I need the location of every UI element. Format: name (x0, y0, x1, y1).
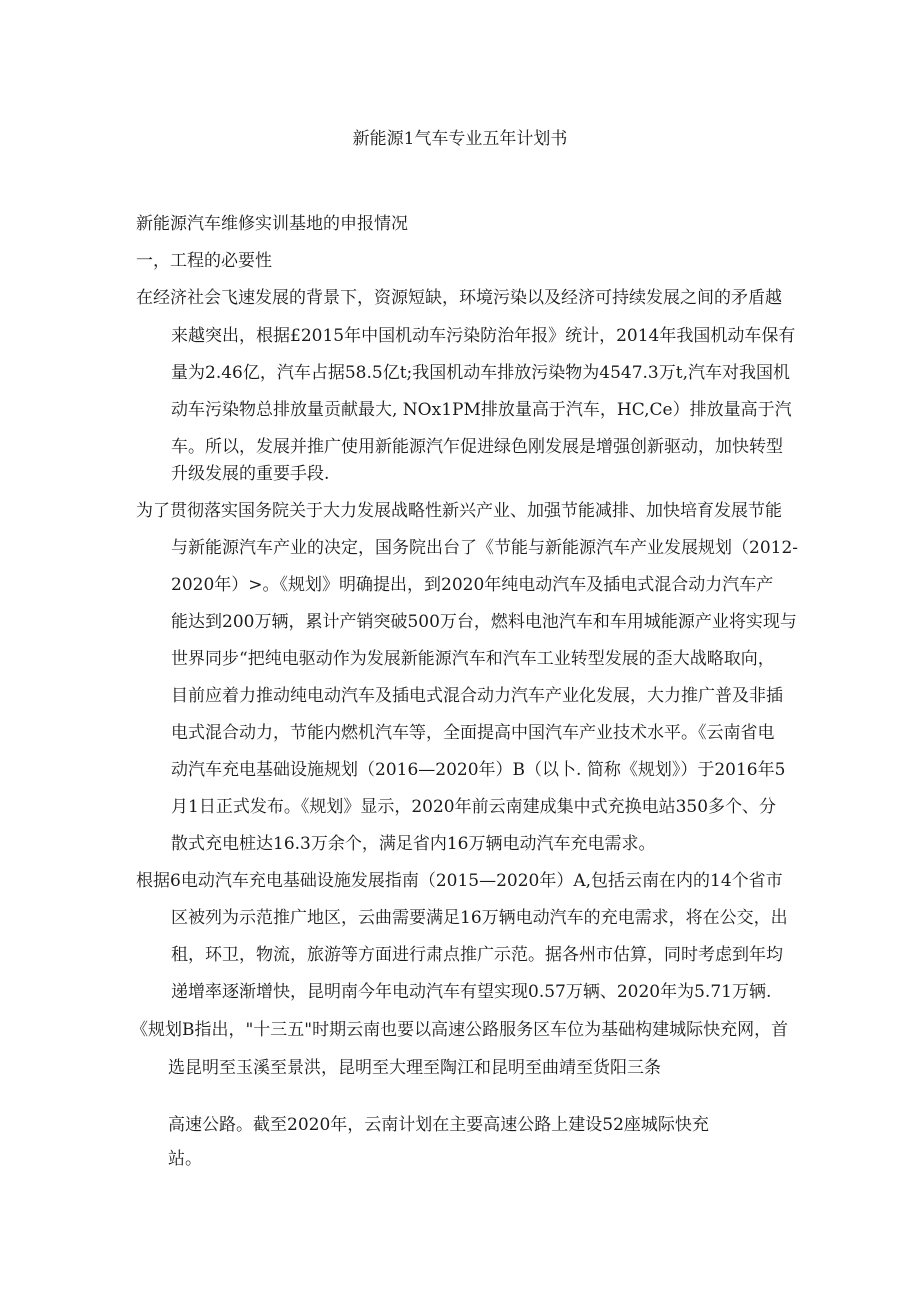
paragraph-line: 《规划B指出，"十三五"时期云南也要以高速公路服务区车位为基础构建城际快充网，首 (131, 1020, 789, 1040)
paragraph-line: 根据6电动汽车充电基础设施发展指南（2015—2020年）A,包括云南在内的14个省市 (136, 871, 783, 891)
document-title: 新能源1气车专业五年计划书 (352, 129, 568, 149)
paragraph-line: 站。 (168, 1149, 202, 1169)
paragraph-line: 与新能源汽车产业的决定，国务院出台了《节能与新能源汽车产业发展规划（2012- (171, 538, 799, 558)
paragraph-line: 世界同步“把纯电驱动作为发展新能源汽车和汽车工业转型发展的歪大战略取向， (171, 649, 775, 669)
paragraph-line: 为了贯彻落实国务院关于大力发展战略性新兴产业、加强节能减排、加快培育发展节能 (136, 501, 782, 521)
paragraph-line: 车。所以，发展并推广使用新能源汽乍促进绿色刚发展是增强创新驱动，加快转型 (171, 437, 783, 457)
paragraph-line: 动汽车充电基础设施规划（2016—2020年）B（以卜. 简称《规划》）于2016年5 (171, 760, 786, 780)
paragraph-line: 在经济社会飞速发展的背景下，资源短缺，环境污染以及经济可持续发展之间的矛盾越 (136, 288, 782, 308)
paragraph-line: 动车污染物总排放量贡献最大, NOx1PM排放量高于汽车，HC,Ce）排放量高于汽 (171, 400, 792, 420)
paragraph-line: 递增率逐渐增快，昆明南今年电动汽车有望实现0.57万辆、2020年为5.71万辆. (171, 982, 772, 1002)
subheading: 一，工程的必要性 (136, 251, 272, 271)
paragraph-line: 电式混合动力，节能内燃机汽车等，全面提高中国汽车产业技术水平。《云南省电 (171, 723, 775, 743)
paragraph-line: 来越突出，根据£2015年中国机动车污染防治年报》统计，2014年我国机动车保有 (171, 326, 796, 346)
paragraph-line: 目前应着力推动纯电动汽车及插电式混合动力汽车产业化发展，大力推广普及非插 (171, 686, 783, 706)
paragraph-line: 租，环卫，物流，旅游等方面进行肃点推广示范。据各州市估算，同时考虑到年均 (171, 945, 783, 965)
paragraph-line: 2020年）>。《规划》明确提出，到2020年纯电动汽车及插电式混合动力汽车产 (171, 575, 774, 595)
paragraph-line: 月1日正式发布。《规划》显示，2020年前云南建成集中式充换电站350多个、分 (171, 797, 777, 817)
paragraph-line: 区被列为示范推广地区，云曲需要满足16万辆电动汽车的充电需求，将在公交，出 (171, 908, 788, 928)
paragraph-line: 散式充电桩达16.3万余个，满足省内16万辆电动汽车充电需求。 (171, 834, 656, 854)
paragraph-line: 能达到200万辆，累计产销突破500万台，燃料电池汽车和车用城能源产业将实现与 (171, 612, 797, 632)
paragraph-line: 选昆明至玉溪至景洪，昆明至大理至陶江和昆明至曲靖至货阳三条 (168, 1058, 661, 1078)
paragraph-line: 高速公路。截至2020年，云南计划在主要高速公路上建设52座城际快充 (168, 1115, 709, 1135)
paragraph-line: 量为2.46亿，汽车占据58.5亿t;我国机动车排放污染物为4547.3万t,汽车对我国机 (171, 363, 790, 383)
section-heading: 新能源汽车维修实训基地的申报情况 (136, 214, 408, 234)
paragraph-line: 升级发展的重要手段. (171, 464, 330, 484)
